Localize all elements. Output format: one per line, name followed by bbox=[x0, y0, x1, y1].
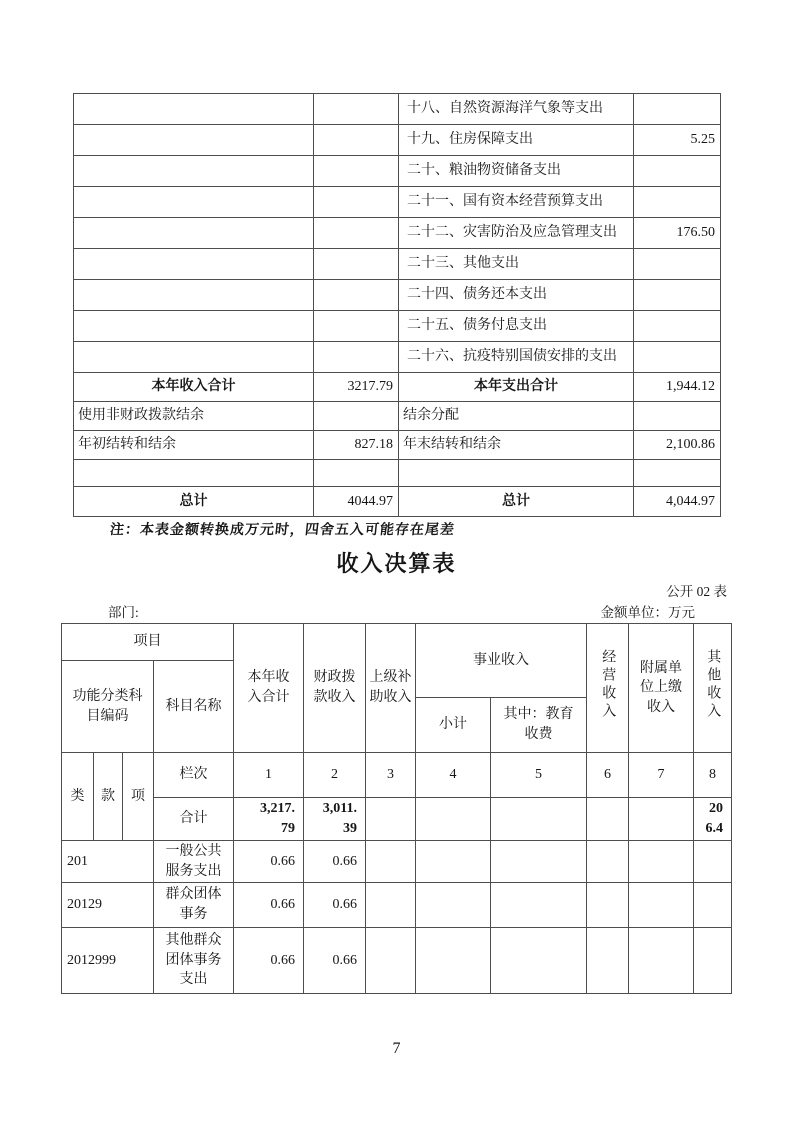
column-number: 1 bbox=[234, 753, 304, 798]
expense-total-value: 1,944.12 bbox=[634, 373, 721, 402]
total-value bbox=[587, 798, 629, 841]
begin-carryover-value: 827.18 bbox=[314, 431, 399, 460]
column-index-label: 栏次 bbox=[154, 753, 234, 798]
end-carryover-label: 年末结转和结余 bbox=[399, 431, 634, 460]
subject-name: 群众团体事务 bbox=[154, 883, 234, 928]
cell-value: 0.66 bbox=[304, 841, 366, 883]
column-number: 8 bbox=[694, 753, 732, 798]
table-row bbox=[74, 218, 721, 249]
empty-cell bbox=[634, 402, 721, 431]
subject-name: 其他群众团体事务支出 bbox=[154, 928, 234, 994]
subtotal-header: 小计 bbox=[416, 698, 491, 753]
grand-total-left-value: 4044.97 bbox=[314, 487, 399, 517]
cell-value: 0.66 bbox=[234, 883, 304, 928]
column-number: 3 bbox=[366, 753, 416, 798]
grand-total-right-label: 总计 bbox=[399, 487, 634, 517]
total-value: 3,011.39 bbox=[304, 798, 366, 841]
table-row bbox=[74, 342, 721, 373]
superior-subsidy-header: 上级补助收入 bbox=[366, 624, 416, 753]
table-row bbox=[74, 280, 721, 311]
column-number: 5 bbox=[491, 753, 587, 798]
empty-cell bbox=[314, 156, 399, 187]
empty-cell bbox=[399, 460, 634, 487]
empty-cell bbox=[314, 342, 399, 373]
begin-carryover-label: 年初结转和结余 bbox=[74, 431, 314, 460]
category-header: 类 bbox=[62, 753, 94, 841]
total-row-label: 合计 bbox=[154, 798, 234, 841]
empty-cell bbox=[314, 249, 399, 280]
empty-cell bbox=[314, 218, 399, 249]
empty-cell bbox=[314, 280, 399, 311]
project-header: 项目 bbox=[62, 624, 234, 661]
expense-item-label: 二十、粮油物资储备支出 bbox=[399, 156, 634, 187]
empty-cell bbox=[74, 342, 314, 373]
sheet-label: 公开 02 表 bbox=[666, 584, 727, 599]
total-value: 3,217.79 bbox=[234, 798, 304, 841]
cell-value bbox=[416, 928, 491, 994]
column-number: 6 bbox=[587, 753, 629, 798]
nonfiscal-carryover-label: 使用非财政拨款结余 bbox=[74, 402, 314, 431]
table-row bbox=[74, 311, 721, 342]
empty-cell bbox=[74, 125, 314, 156]
empty-cell bbox=[634, 460, 721, 487]
empty-cell bbox=[74, 311, 314, 342]
expense-item-value bbox=[634, 311, 721, 342]
empty-cell bbox=[74, 460, 314, 487]
expense-item-value: 176.50 bbox=[634, 218, 721, 249]
empty-cell bbox=[74, 280, 314, 311]
table-row bbox=[74, 156, 721, 187]
expense-item-value bbox=[634, 249, 721, 280]
table-row bbox=[74, 487, 721, 517]
unit-label: 金额单位：万元 bbox=[600, 605, 695, 620]
cell-value bbox=[416, 883, 491, 928]
expense-total-label: 本年支出合计 bbox=[399, 373, 634, 402]
expense-item-value: 5.25 bbox=[634, 125, 721, 156]
cell-value bbox=[491, 841, 587, 883]
expense-item-value bbox=[634, 280, 721, 311]
empty-cell bbox=[74, 94, 314, 125]
cell-value bbox=[587, 841, 629, 883]
cell-value bbox=[491, 883, 587, 928]
table-row bbox=[74, 94, 721, 125]
data-row bbox=[62, 841, 732, 883]
subject-code: 20129 bbox=[62, 883, 154, 928]
cell-value: 0.66 bbox=[234, 841, 304, 883]
operating-income-header: 经营收入 bbox=[587, 624, 629, 753]
cell-value bbox=[694, 841, 732, 883]
total-value: 206.4 bbox=[694, 798, 732, 841]
page-number: 7 bbox=[392, 1040, 401, 1057]
table-row bbox=[74, 460, 721, 487]
cell-value bbox=[366, 928, 416, 994]
cell-value bbox=[629, 841, 694, 883]
empty-cell bbox=[74, 187, 314, 218]
column-index-row bbox=[62, 753, 732, 798]
table-row bbox=[74, 373, 721, 402]
expense-item-label: 十九、住房保障支出 bbox=[399, 125, 634, 156]
func-code-header: 功能分类科目编码 bbox=[62, 661, 154, 753]
subject-name-header: 科目名称 bbox=[154, 661, 234, 753]
expense-item-label: 二十四、债务还本支出 bbox=[399, 280, 634, 311]
page-title: 收入决算表 bbox=[336, 551, 457, 576]
data-row bbox=[62, 928, 732, 994]
table-row bbox=[74, 187, 721, 218]
header-row bbox=[62, 624, 732, 661]
cell-value: 0.66 bbox=[234, 928, 304, 994]
income-total-value: 3217.79 bbox=[314, 373, 399, 402]
expense-item-value bbox=[634, 187, 721, 218]
total-value bbox=[416, 798, 491, 841]
rounding-note: 注：本表金额转换成万元时，四舍五入可能存在尾差 bbox=[109, 523, 456, 538]
empty-cell bbox=[74, 249, 314, 280]
empty-cell bbox=[74, 218, 314, 249]
total-value bbox=[366, 798, 416, 841]
empty-cell bbox=[314, 94, 399, 125]
fiscal-appropriation-header: 财政拨款收入 bbox=[304, 624, 366, 753]
expense-item-value bbox=[634, 342, 721, 373]
cell-value bbox=[491, 928, 587, 994]
total-value bbox=[491, 798, 587, 841]
table-row bbox=[74, 125, 721, 156]
column-number: 2 bbox=[304, 753, 366, 798]
subject-code: 2012999 bbox=[62, 928, 154, 994]
empty-cell bbox=[314, 125, 399, 156]
cell-value: 0.66 bbox=[304, 928, 366, 994]
expense-item-label: 二十五、债务付息支出 bbox=[399, 311, 634, 342]
empty-cell bbox=[74, 156, 314, 187]
expense-item-value bbox=[634, 94, 721, 125]
empty-cell bbox=[314, 311, 399, 342]
cell-value bbox=[587, 883, 629, 928]
education-fee-header: 其中：教育收费 bbox=[491, 698, 587, 753]
column-number: 4 bbox=[416, 753, 491, 798]
expense-item-label: 二十三、其他支出 bbox=[399, 249, 634, 280]
expense-item-label: 二十二、灾害防治及应急管理支出 bbox=[399, 218, 634, 249]
cell-value bbox=[629, 928, 694, 994]
summary-table bbox=[73, 93, 721, 517]
table-row bbox=[74, 402, 721, 431]
data-row bbox=[62, 883, 732, 928]
income-total-label: 本年收入合计 bbox=[74, 373, 314, 402]
department-label: 部门: bbox=[108, 605, 139, 620]
subject-name: 一般公共服务支出 bbox=[154, 841, 234, 883]
cell-value bbox=[629, 883, 694, 928]
grand-total-right-value: 4,044.97 bbox=[634, 487, 721, 517]
cell-value bbox=[694, 883, 732, 928]
total-row bbox=[62, 798, 732, 841]
grand-total-left-label: 总计 bbox=[74, 487, 314, 517]
cell-value bbox=[366, 883, 416, 928]
total-value bbox=[629, 798, 694, 841]
table-row bbox=[74, 431, 721, 460]
business-income-header: 事业收入 bbox=[416, 624, 587, 698]
affiliated-remit-header: 附属单位上缴收入 bbox=[629, 624, 694, 753]
cell-value: 0.66 bbox=[304, 883, 366, 928]
clause-header: 款 bbox=[94, 753, 123, 841]
surplus-distribution-label: 结余分配 bbox=[399, 402, 634, 431]
cell-value bbox=[694, 928, 732, 994]
expense-item-label: 十八、自然资源海洋气象等支出 bbox=[399, 94, 634, 125]
cell-value bbox=[587, 928, 629, 994]
annual-income-header: 本年收入合计 bbox=[234, 624, 304, 753]
empty-cell bbox=[314, 402, 399, 431]
column-number: 7 bbox=[629, 753, 694, 798]
expense-item-label: 二十六、抗疫特别国债安排的支出 bbox=[399, 342, 634, 373]
empty-cell bbox=[314, 187, 399, 218]
item-header: 项 bbox=[123, 753, 154, 841]
end-carryover-value: 2,100.86 bbox=[634, 431, 721, 460]
empty-cell bbox=[314, 460, 399, 487]
cell-value bbox=[416, 841, 491, 883]
table-row bbox=[74, 249, 721, 280]
cell-value bbox=[366, 841, 416, 883]
expense-item-value bbox=[634, 156, 721, 187]
other-income-header: 其他收入 bbox=[694, 624, 732, 753]
expense-item-label: 二十一、国有资本经营预算支出 bbox=[399, 187, 634, 218]
subject-code: 201 bbox=[62, 841, 154, 883]
income-table bbox=[61, 623, 732, 994]
